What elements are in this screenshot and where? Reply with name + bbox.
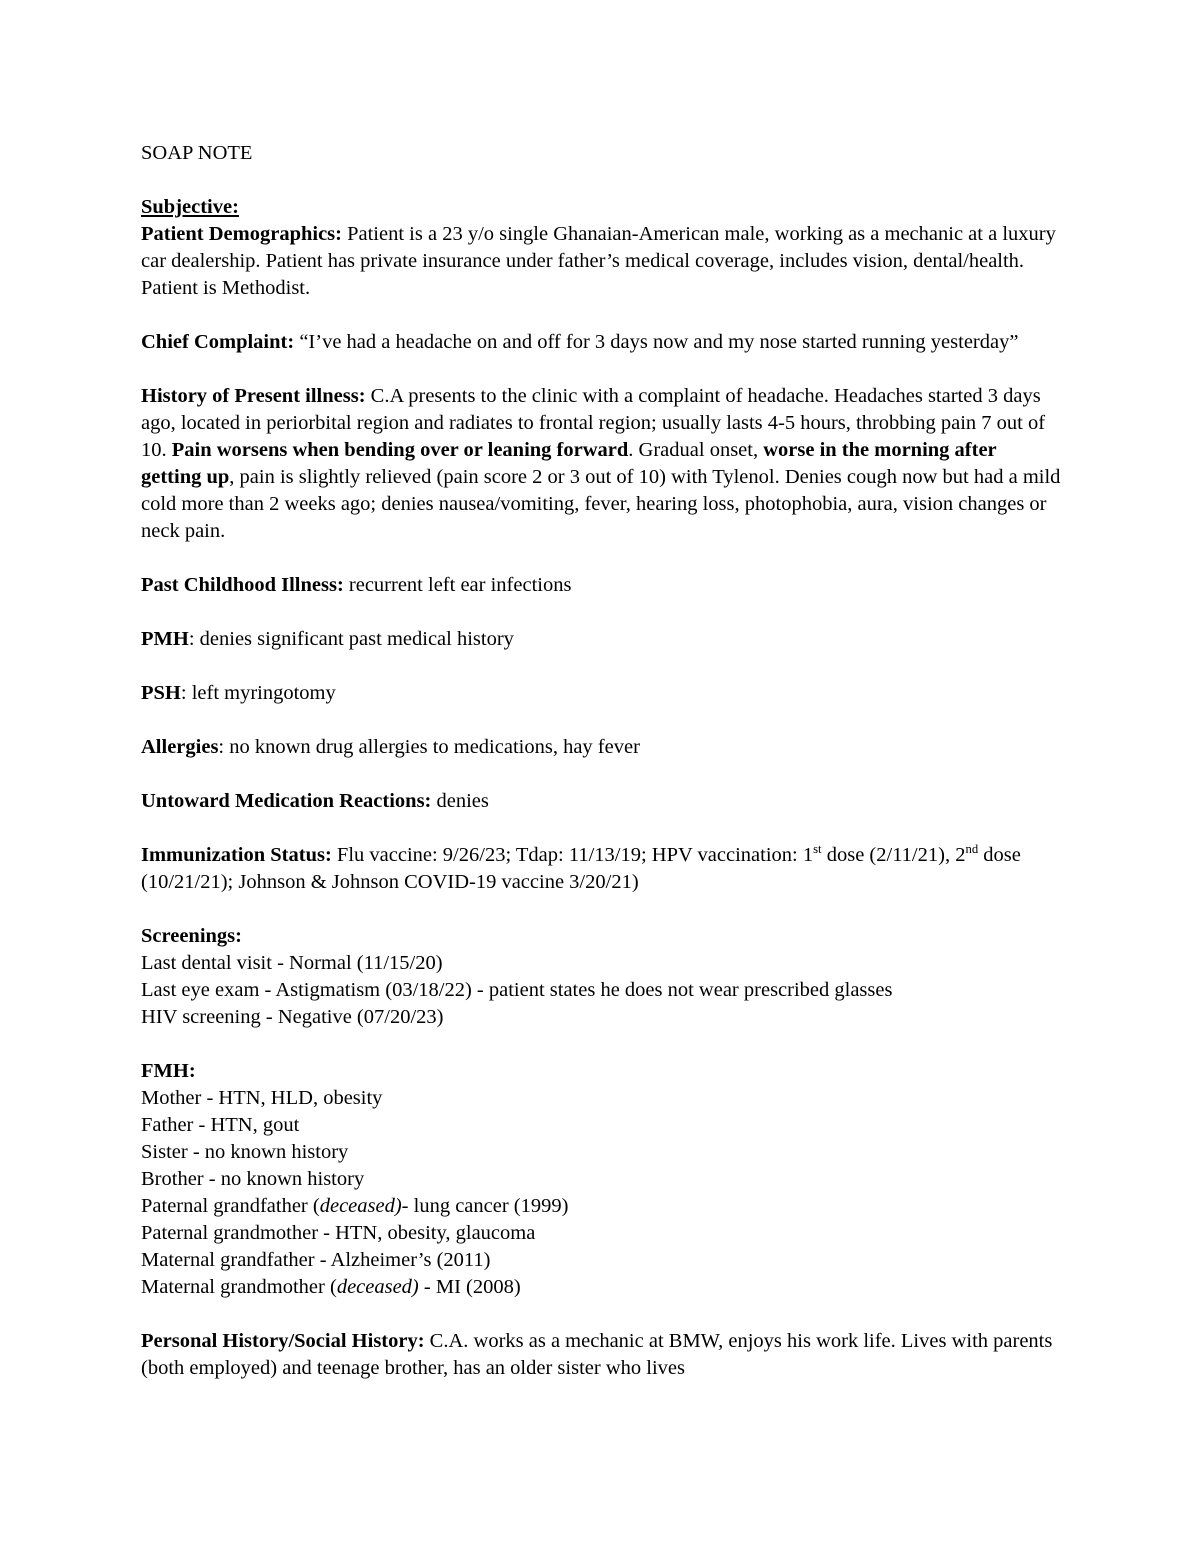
chief-complaint-text: “I’ve had a headache on and off for 3 days now and my nose started running yesterday” (294, 331, 1019, 353)
allergies (141, 734, 1061, 761)
history-present-illness (141, 383, 1061, 545)
fmh-pgf-b: - lung cancer (1999) (401, 1195, 569, 1217)
demographics-text: Patient is a 23 y/o single Ghanaian-American male, working as a mechanic at a luxury car dealership. Patient has private insurance under father’s medical coverage, includes vision, dental/health. Patient is Methodist. (141, 223, 1056, 299)
psh (141, 680, 1061, 707)
fmh-pgf-a: Paternal grandfather ( (141, 1195, 320, 1217)
fmh-mgm-italic: deceased) (336, 1276, 419, 1298)
fmh-item: Brother - no known history (141, 1168, 365, 1190)
immunization-status (141, 842, 1061, 896)
hpi-bold-2: worse in the morning after getting up (141, 439, 997, 488)
screenings (141, 923, 1061, 1031)
screening-item: Last eye exam - Astigmatism (03/18/22) - patient states he does not wear prescribed glasses (141, 979, 893, 1001)
allergies-label: Allergies (141, 736, 219, 758)
demographics-label: Patient Demographics: (141, 223, 342, 245)
fmh-item-maternal-grandfather: Maternal grandfather - Alzheimer’s (2011) (141, 1249, 491, 1271)
immunization-text-1: Flu vaccine: 9/26/23; Tdap: 11/13/19; HPV vaccination: 1 (331, 844, 814, 866)
past-childhood-illness (141, 572, 1061, 599)
pmh (141, 626, 1061, 653)
psh-label: PSH (141, 682, 181, 704)
hpi-text-2: . Gradual onset, (628, 439, 764, 461)
document-title: SOAP NOTE (141, 142, 253, 164)
fmh-label: FMH: (141, 1060, 196, 1082)
hpi-text-1: C.A presents to the clinic with a complaint of headache. Headaches started 3 days ago, located in periorbital region and radiates to frontal region; usually lasts 4-5 hours, throbbing pain 7 out of 10. (141, 385, 1046, 461)
subjective-section (141, 194, 1061, 302)
fmh-item: Sister - no known history (141, 1141, 349, 1163)
immunization-text-3: dose (10/21/21); Johnson & Johnson COVID-19 vaccine 3/20/21) (141, 844, 1021, 893)
fmh-item: Father - HTN, gout (141, 1114, 300, 1136)
fmh-mgm-a: Maternal grandmother ( (141, 1276, 337, 1298)
chief-complaint-label: Chief Complaint: (141, 331, 295, 353)
reactions-text: denies (431, 790, 489, 812)
fmh-mgm-b: - MI (2008) (418, 1276, 521, 1298)
family-medical-history (141, 1058, 1061, 1301)
immunization-sup-2: nd (965, 842, 979, 857)
hpi-bold-1: Pain worsens when bending over or leaning forward (171, 439, 629, 461)
hpi-label: History of Present illness: (141, 385, 366, 407)
social-label: Personal History/Social History: (141, 1330, 425, 1352)
fmh-item-paternal-grandmother: Paternal grandmother - HTN, obesity, glaucoma (141, 1222, 536, 1244)
document-page (141, 140, 1061, 1409)
fmh-pgf-italic: deceased) (319, 1195, 402, 1217)
medication-reactions (141, 788, 1061, 815)
hpi-text-3: , pain is slightly relieved (pain score 2 or 3 out of 10) with Tylenol. Denies cough now but had a mild cold more than 2 weeks ago; denies nausea/vomiting, fever, hearing loss, photophobia, aura, vision changes or neck pain. (141, 466, 1061, 542)
fmh-item: Mother - HTN, HLD, obesity (141, 1087, 383, 1109)
pmh-text: : denies significant past medical history (188, 628, 514, 650)
fmh-item-paternal-grandfather (141, 1193, 1061, 1220)
chief-complaint (141, 329, 1061, 356)
social-text: C.A. works as a mechanic at BMW, enjoys his work life. Lives with parents (both employed) and teenage brother, has an older sister who lives (141, 1330, 1053, 1379)
fmh-item-maternal-grandmother (141, 1274, 1061, 1301)
immunization-sup-1: st (813, 842, 822, 857)
screening-item: Last dental visit - Normal (11/15/20) (141, 952, 443, 974)
subjective-heading: Subjective: (141, 196, 239, 218)
immunization-text-2: dose (2/11/21), 2 (821, 844, 966, 866)
childhood-label: Past Childhood Illness: (141, 574, 344, 596)
screenings-label: Screenings: (141, 925, 242, 947)
pmh-label: PMH (141, 628, 189, 650)
social-history (141, 1328, 1061, 1382)
childhood-text: recurrent left ear infections (343, 574, 572, 596)
psh-text: : left myringotomy (180, 682, 336, 704)
allergies-text: : no known drug allergies to medications, hay fever (218, 736, 640, 758)
immunization-label: Immunization Status: (141, 844, 332, 866)
screening-item: HIV screening - Negative (07/20/23) (141, 1006, 444, 1028)
reactions-label: Untoward Medication Reactions: (141, 790, 432, 812)
